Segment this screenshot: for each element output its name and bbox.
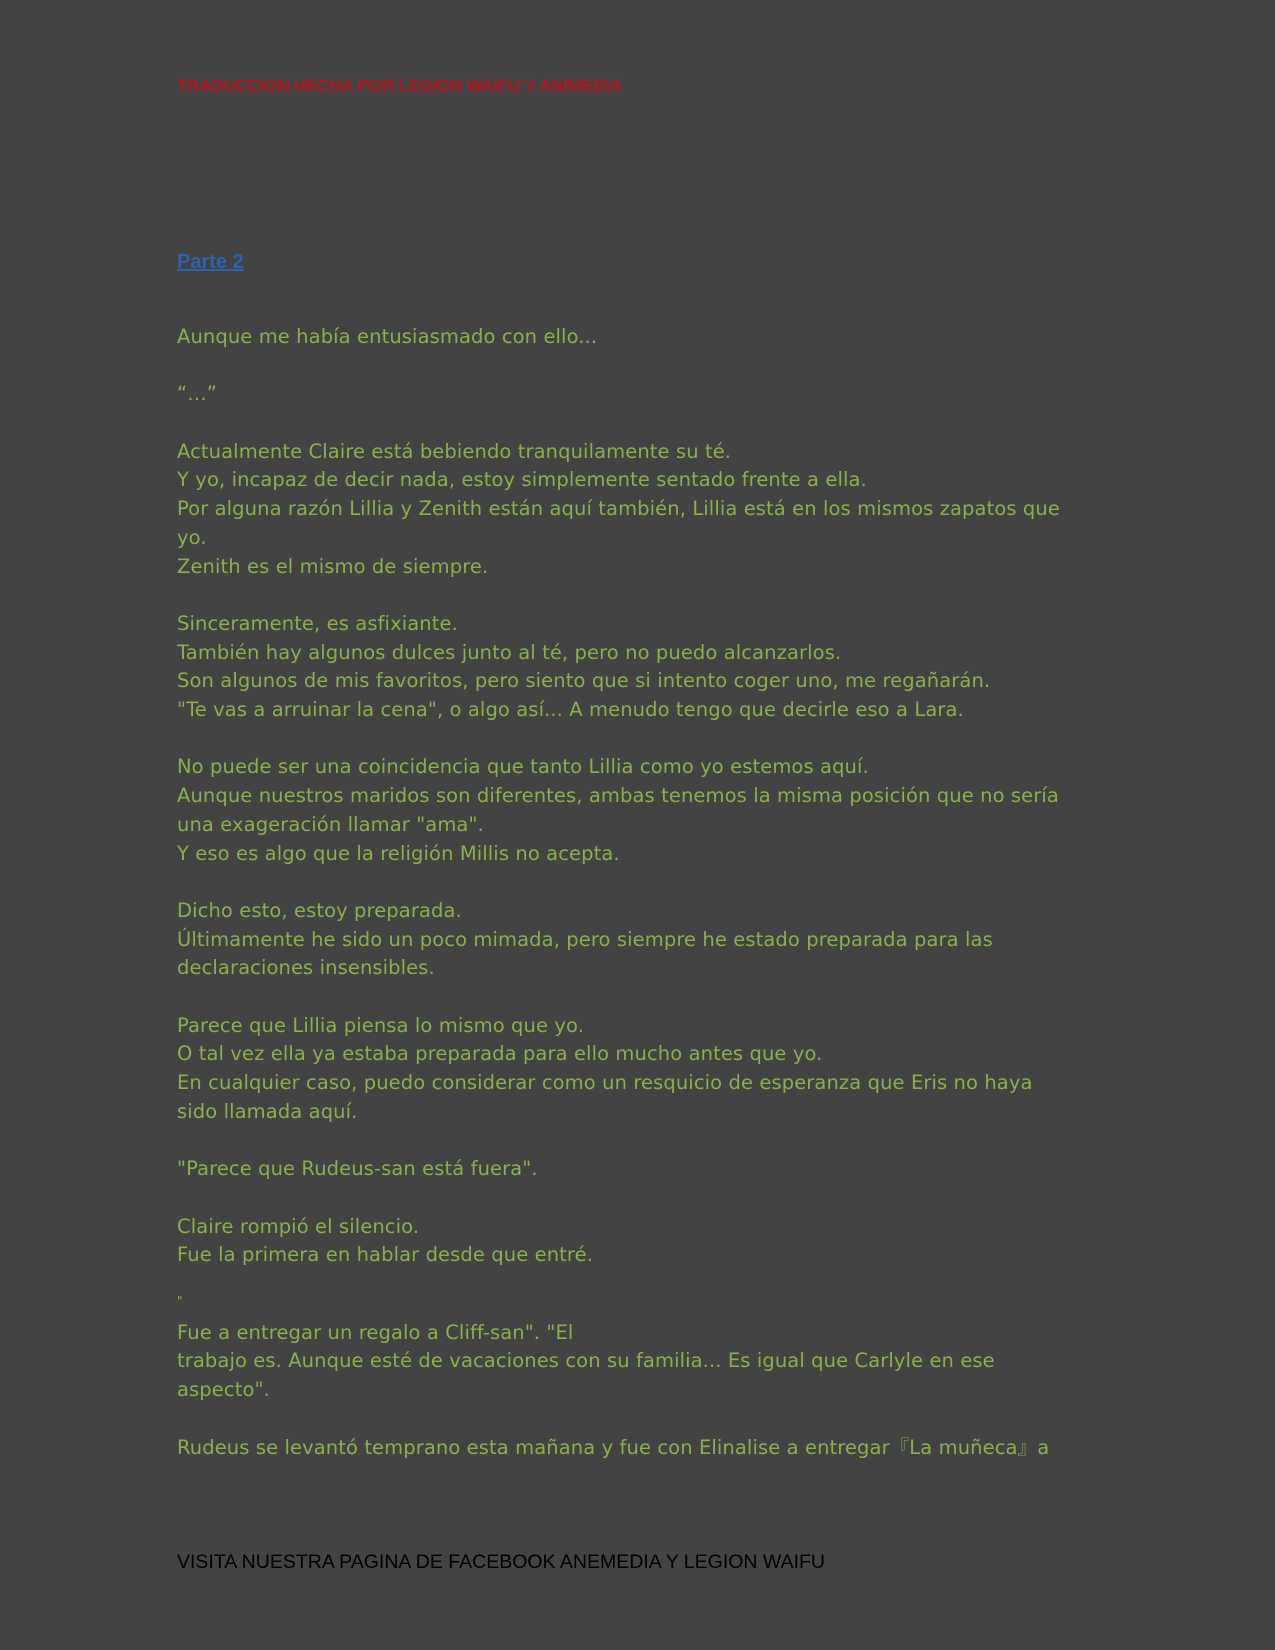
paragraph-line: Fue la primera en hablar desde que entré. [177, 1243, 593, 1267]
paragraph [177, 897, 1117, 983]
paragraph-line: “…” [177, 382, 218, 406]
paragraph-line: O tal vez ella ya estaba preparada para ello mucho antes que yo. [177, 1042, 823, 1066]
paragraph-line: una exageración llamar "ama". [177, 812, 484, 836]
quote-mark: " [177, 1293, 183, 1308]
paragraph [177, 1155, 1117, 1184]
paragraph [177, 753, 1117, 868]
paragraph-line: "Te vas a arruinar la cena", o algo así... A menudo tengo que decirle eso a Lara. [177, 698, 964, 722]
section-title[interactable]: Parte 2 [177, 251, 244, 273]
paragraph-line: Dicho esto, estoy preparada. [177, 898, 462, 922]
paragraph-line: Últimamente he sido un poco mimada, pero siempre he estado preparada para las [177, 927, 993, 951]
paragraph-line: Por alguna razón Lillia y Zenith están aquí también, Lillia está en los mismos zapatos que [177, 497, 1060, 521]
paragraph-line: Claire rompió el silencio. [177, 1214, 420, 1238]
paragraph-line: Fue a entregar un regalo a Cliff-san". "El [177, 1320, 574, 1344]
footer-promo-text: VISITA NUESTRA PAGINA DE FACEBOOK ANEMEDIA Y LEGION WAIFU [177, 1551, 826, 1573]
paragraph-line: yo. [177, 525, 207, 549]
paragraph-line: declaraciones insensibles. [177, 956, 435, 980]
paragraph-line: Actualmente Claire está bebiendo tranquilamente su té. [177, 439, 732, 463]
paragraph [177, 323, 1117, 352]
paragraph [177, 380, 1117, 409]
document-body [177, 323, 1117, 1491]
paragraph-line: Aunque me había entusiasmado con ello... [177, 325, 598, 348]
paragraph-line: Rudeus se levantó temprano esta mañana y fue con Elinalise a entregar『La muñeca』a [177, 1435, 1050, 1459]
paragraph-line: "Parece que Rudeus-san está fuera". [177, 1157, 538, 1181]
paragraph-line: aspecto". [177, 1378, 270, 1402]
translation-credit-header: TRADUCCION HECHA POR LEGION WAIFU Y ANIMEDIA [177, 76, 622, 95]
paragraph [177, 1213, 1117, 1270]
paragraph [177, 610, 1117, 725]
paragraph-line: trabajo es. Aunque esté de vacaciones con su familia... Es igual que Carlyle en ese [177, 1349, 995, 1373]
paragraph-line: sido llamada aquí. [177, 1099, 358, 1123]
paragraph-line: Sinceramente, es asfixiante. [177, 611, 458, 635]
paragraph [177, 1434, 1117, 1463]
paragraph-line: Parece que Lillia piensa lo mismo que yo. [177, 1013, 585, 1037]
paragraph-line: Zenith es el mismo de siempre. [177, 554, 489, 578]
paragraph-line: Son algunos de mis favoritos, pero siento que si intento coger uno, me regañarán. [177, 669, 991, 693]
paragraph-line: Y yo, incapaz de decir nada, estoy simplemente sentado frente a ella. [177, 468, 867, 492]
paragraph [177, 1012, 1117, 1127]
paragraph-line: En cualquier caso, puedo considerar como un resquicio de esperanza que Eris no haya [177, 1071, 1033, 1095]
paragraph-line: Y eso es algo que la religión Millis no acepta. [177, 841, 620, 865]
paragraph-line: No puede ser una coincidencia que tanto Lillia como yo estemos aquí. [177, 755, 869, 779]
paragraph [177, 438, 1117, 582]
paragraph-line: También hay algunos dulces junto al té, pero no puedo alcanzarlos. [177, 640, 842, 664]
paragraph [177, 1293, 1117, 1405]
paragraph-line: Aunque nuestros maridos son diferentes, ambas tenemos la misma posición que no sería [177, 784, 1059, 808]
